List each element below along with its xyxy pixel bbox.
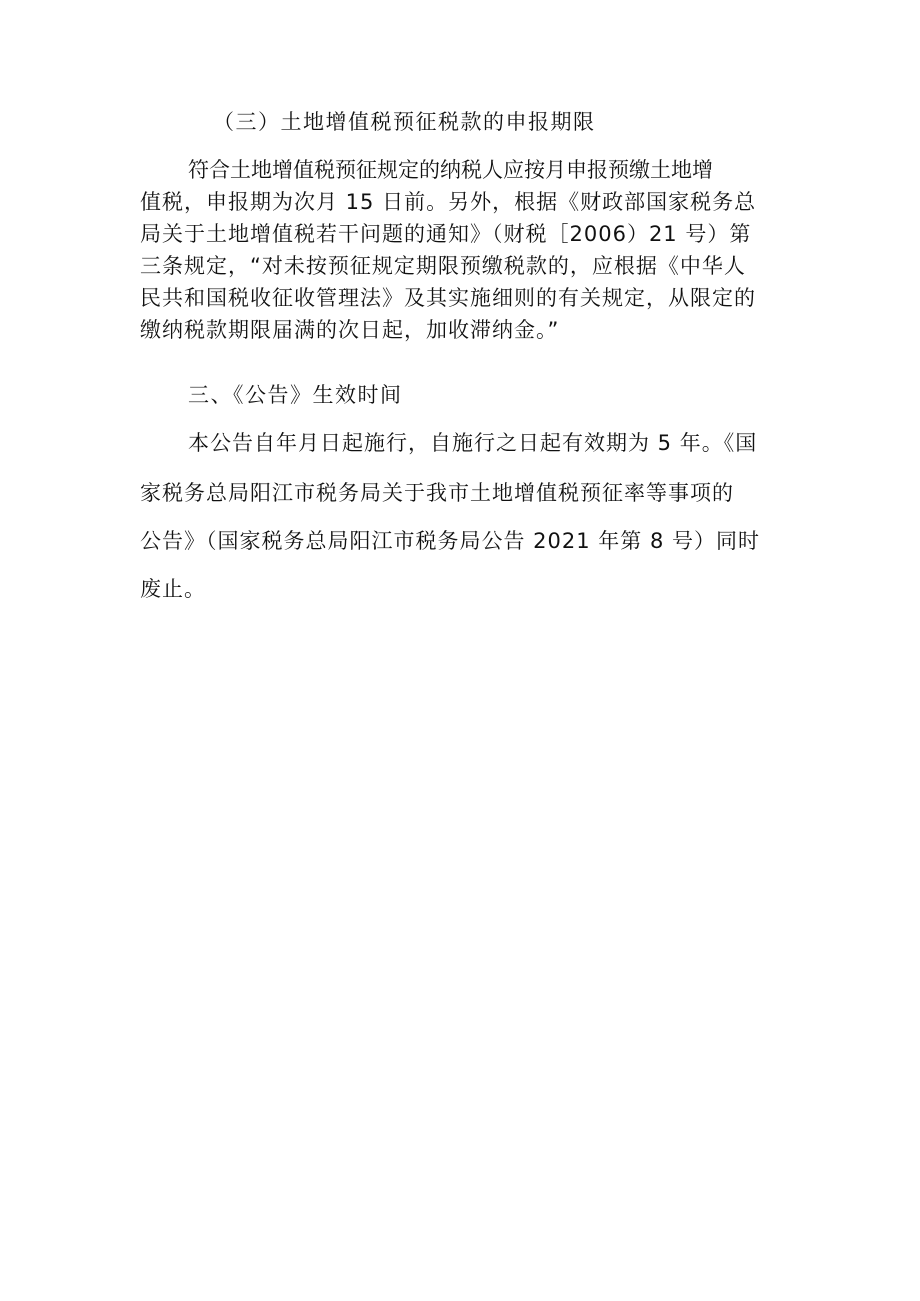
section-heading-declaration-period: （三）土地增值税预征税款的申报期限	[213, 110, 596, 134]
paragraph-line	[188, 155, 782, 185]
paragraph-line: 缴纳税款期限届满的次日起，加收滞纳金。”	[140, 318, 560, 342]
paragraph-line-text: 符合土地增值税预征规定的纳税人应按月申报预缴土地增	[188, 158, 713, 182]
paragraph-line: 废止。	[140, 577, 206, 601]
paragraph-line: 公告》（国家税务总局阳江市税务局公告 2021 年第 8 号）同时	[140, 529, 761, 553]
paragraph-line: 三条规定，“对未按预征规定期限预缴税款的，应根据《中华人	[140, 254, 746, 278]
section-heading-effective-time: 三、《公告》生效时间	[188, 383, 403, 407]
paragraph-line: 局关于土地增值税若干问题的通知》（财税［2006）21 号）第	[140, 222, 752, 246]
paragraph-line: 家税务总局阳江市税务局关于我市土地增值税预征率等事项的	[140, 481, 734, 505]
paragraph-line: 民共和国税收征收管理法》及其实施细则的有关规定，从限定的	[140, 286, 756, 310]
paragraph-line: 本公告自年月日起施行，自施行之日起有效期为 5 年。《国	[188, 431, 758, 455]
paragraph-line: 值税，申报期为次月 15 日前。另外，根据《财政部国家税务总	[140, 190, 757, 214]
